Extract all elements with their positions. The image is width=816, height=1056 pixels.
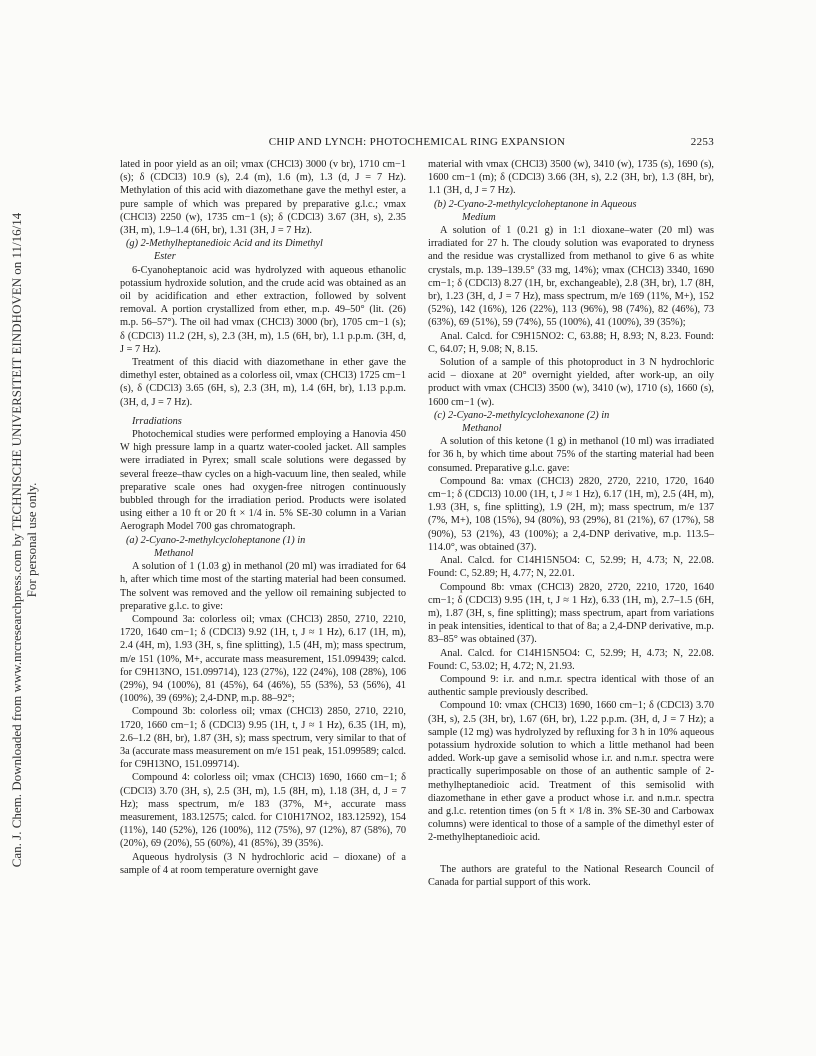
paragraph: Treatment of this diacid with diazomethane in ether gave the dimethyl ester, obtained as a colorless oil, νmax (CHCl3) 1725 cm−1 (s), δ (CDCl3) 3.65 (6H, s), 2.3 (3H, m), 1.4 (6H, br), 1.13 p.p.m. (3H, d, J = 7 Hz). <box>120 357 406 408</box>
section-heading: (c) 2-Cyano-2-methylcyclohexanone (2) in <box>434 409 610 421</box>
paragraph: Compound 3a: colorless oil; νmax (CHCl3) 2850, 2710, 2210, 1720, 1640 cm−1; δ (CDCl3) 9.92 (1H, t, J ≈ 1 Hz), 6.17 (1H, m), 2.4 (4H, m), 1.93 (3H, s, fine splitting), 1.5 (4H, m); mass spectrum, m/e 151 (10%, M+, accurate mass measurement, 151.099439; calcd. for C9H13NO, 151.099714), 123 (27%), 122 (24%), 108 (28%), 106 (29%), 94 (100%), 81 (45%), 64 (46%), 55 (53%), 53 (56%), 41 (100%), 39 (69%); 2,4-DNP, m.p. 88–92°; <box>120 613 406 705</box>
section-title-irradiations: Irradiations <box>132 415 182 427</box>
paragraph: Compound 3b: colorless oil; νmax (CHCl3) 2850, 2710, 2210, 1720, 1660 cm−1; δ (CDCl3) 9.95 (1H, t, J ≈ 1 Hz), 6.35 (1H, m), 2.6–1.2 (8H, br), 1.87 (3H, s); mass spectrum, very similar to that of 3a (accurate mass measurement on m/e 151 peak, 151.099589; calcd. for C9H13NO, 151.099714). <box>120 706 406 771</box>
paragraph: Anal. Calcd. for C14H15N5O4: C, 52.99; H, 4.73; N, 22.08. Found: C, 52.89; H, 4.77; N, 22.01. <box>428 555 714 580</box>
paragraph: A solution of this ketone (1 g) in methanol (10 ml) was irradiated for 36 h, by which time about 75% of the starting material had been consumed. Preparative g.l.c. gave: <box>428 436 714 474</box>
paragraph: A solution of 1 (1.03 g) in methanol (20 ml) was irradiated for 64 h, after which time most of the starting material had been consumed. The solvent was removed and the yellow oil remaining subjected to preparative g.l.c. to give: <box>120 561 406 612</box>
paragraph: Anal. Calcd. for C9H15NO2: C, 63.88; H, 8.93; N, 8.23. Found: C, 64.07; H, 9.08; N, 8.15. <box>428 330 714 355</box>
watermark-line-2: For personal use only. <box>24 482 39 598</box>
paragraph: Compound 9: i.r. and n.m.r. spectra identical with those of an authentic sample previously described. <box>428 673 714 699</box>
section-heading: (g) 2-Methylheptanedioic Acid and its Dimethyl <box>126 238 323 250</box>
paragraph: Solution of a sample of this photoproduct in 3 N hydrochloric acid – dioxane at 20° overnight yielded, after work-up, an oily product with νmax (CHCl3) 3500 (w), 3410 (w), 1710 (s), 1660 (s), 1600 cm−1 (w). <box>428 357 714 408</box>
section-heading-cont: Ester <box>154 251 176 263</box>
left-column <box>120 158 406 877</box>
paragraph: lated in poor yield as an oil; νmax (CHCl3) 3000 (v br), 1710 cm−1 (s); δ (CDCl3) 10.9 (s), 2.4 (m), 1.6 (m), 1.3 (d, J = 7 Hz). Methylation of this acid with diazomethane gave the methyl ester, a pure sample of which was prepared by preparative g.l.c.; νmax (CHCl3) 2250 (w), 1735 cm−1 (s); δ (CDCl3) 3.67 (3H, s), 2.35 (3H, m), 1.9–1.4 (6H, br), 1.31 (3H, J = 7 Hz). <box>120 159 406 237</box>
paragraph: Anal. Calcd. for C14H15N5O4: C, 52.99; H, 4.73; N, 22.08. Found: C, 53.02; H, 4.72; N, 21.93. <box>428 647 714 672</box>
paragraph: Compound 4: colorless oil; νmax (CHCl3) 1690, 1660 cm−1; δ (CDCl3) 3.70 (3H, s), 2.5 (3H, m), 1.5 (8H, m), 1.18 (3H, d, J = 7 Hz); mass spectrum, m/e 183 (37%, M+, accurate mass measurement, 183.12575; calcd. for C10H17NO2, 183.12592), 154 (11%), 140 (52%), 126 (100%), 112 (75%), 97 (12%), 87 (58%), 70 (20%), 69 (20%), 55 (60%), 41 (85%), 39 (35%). <box>120 772 406 850</box>
paragraph: material with νmax (CHCl3) 3500 (w), 3410 (w), 1735 (s), 1690 (s), 1600 cm−1 (m); δ (CDCl3) 3.66 (3H, s), 2.2 (3H, br), 1.3 (8H, br), 1.1 (3H, d, J = 7 Hz). <box>428 159 714 197</box>
section-heading-cont: Methanol <box>462 423 502 435</box>
running-title: CHIP AND LYNCH: PHOTOCHEMICAL RING EXPANSION <box>268 136 566 148</box>
paragraph: 6-Cyanoheptanoic acid was hydrolyzed with aqueous ethanolic potassium hydroxide solution, and the crude acid was obtained as an oil by acidification and ether extraction, followed by solvent removal. A portion crystallized from ether, m.p. 49–50° (lit. (26) m.p. 56–57°). The oil had νmax (CHCl3) 3000 (br), 1705 cm−1 (s); δ (CDCl3) 11.2 (2H, s), 2.3 (3H, m), 1.5 (6H, br), 1.1 p.p.m. (3H, d, J = 7 Hz). <box>120 264 406 355</box>
paragraph: Compound 10: νmax (CHCl3) 1690, 1660 cm−1; δ (CDCl3) 3.70 (3H, s), 2.5 (3H, br), 1.67 (6H, br), 1.22 p.p.m. (3H, d, J = 7 Hz); a sample (12 mg) was hydrolyzed by refluxing for 3 h in 10% aqueous potassium hydroxide solution to which a little methanol had been added. Work-up gave a semisolid whose i.r. and n.m.r. spectra were practically superimposable on those of an authentic sample of 2-methylheptanedioic acid. Treatment of this semisolid with diazomethane in ether gave a product whose i.r. and n.m.r. spectra and g.l.c. retention times (on 5 ft × 1/8 in. 3% SE-30 and Carbowax columns) were identical to those of a sample of the dimethyl ester of 2-methylheptanedioic acid. <box>428 700 714 844</box>
right-column <box>428 158 714 889</box>
paragraph: Photochemical studies were performed employing a Hanovia 450 W high pressure lamp in a quartz water-cooled jacket. All samples were irradiated in Pyrex; small scale solutions were degassed by several freeze–thaw cycles on a high-vacuum line, then sealed, while preparative scale ones had oxygen-free nitrogen continuously bubbled through for the irradiation period. Products were isolated using either a 10 ft or 20 ft × 1/4 in. 5% SE-30 column in a Varian Aerograph Model 700 gas chromatograph. <box>120 429 406 533</box>
paragraph: Compound 8a: νmax (CHCl3) 2820, 2720, 2210, 1720, 1640 cm−1; δ (CDCl3) 10.00 (1H, t, J ≈ 1 Hz), 6.17 (1H, m), 2.5 (4H, m), 1.93 (3H, s, fine splitting), 1.9 (2H, m); mass spectrum, m/e 137 (7%, M+), 108 (15%), 94 (80%), 93 (29%), 81 (21%), 67 (17%), 58 (90%), 53 (21%), 43 (100%); a 2,4-DNP derivative, m.p. 113.5–114.0°, was obtained (37). <box>428 475 714 553</box>
watermark-line-1: Can. J. Chem. Downloaded from www.nrcresearchpress.com by TECHNISCHE UNIVERSITEIT EINDHOVEN on 11/16/14 <box>9 212 24 868</box>
section-heading: (b) 2-Cyano-2-methylcycloheptanone in Aqueous <box>434 198 637 210</box>
page-number: 2253 <box>690 136 714 148</box>
download-watermark <box>0 0 40 1056</box>
paragraph: A solution of 1 (0.21 g) in 1:1 dioxane–water (20 ml) was irradiated for 27 h. The cloudy solution was evaporated to dryness and the residue was crystallized from methanol to give 6 as white crystals, m.p. 139–139.5° (33 mg, 14%); νmax (CHCl3) 3340, 1690 cm−1; δ (CDCl3) 8.27 (1H, br, exchangeable), 2.8 (3H, br), 1.7 (8H, br), 1.23 (3H, d, J = 7 Hz), mass spectrum, m/e 169 (11%, M+), 152 (52%), 142 (16%), 126 (22%), 113 (96%), 98 (74%), 82 (46%), 73 (63%), 69 (51%), 59 (74%), 55 (100%), 41 (100%), 39 (35%); <box>428 225 714 329</box>
paragraph: Compound 8b: νmax (CHCl3) 2820, 2720, 2210, 1720, 1640 cm−1; δ (CDCl3) 9.95 (1H, t, J ≈ 1 Hz), 6.33 (1H, m), 2.7–1.5 (6H, m), 1.87 (3H, s, fine splitting); mass spectrum, apart from variations in peak intensities, identical to that of 8a; a 2,4-DNP derivative, m.p. 83–85° was obtained (37). <box>428 581 714 646</box>
section-heading-cont: Methanol <box>154 547 194 559</box>
section-heading: (a) 2-Cyano-2-methylcycloheptanone (1) in <box>126 534 306 546</box>
section-heading-cont: Medium <box>462 211 496 223</box>
acknowledgement: The authors are grateful to the National Research Council of Canada for partial support of this work. <box>428 863 714 888</box>
running-header <box>120 136 714 152</box>
paragraph: Aqueous hydrolysis (3 N hydrochloric acid – dioxane) of a sample of 4 at room temperature overnight gave <box>120 851 406 876</box>
